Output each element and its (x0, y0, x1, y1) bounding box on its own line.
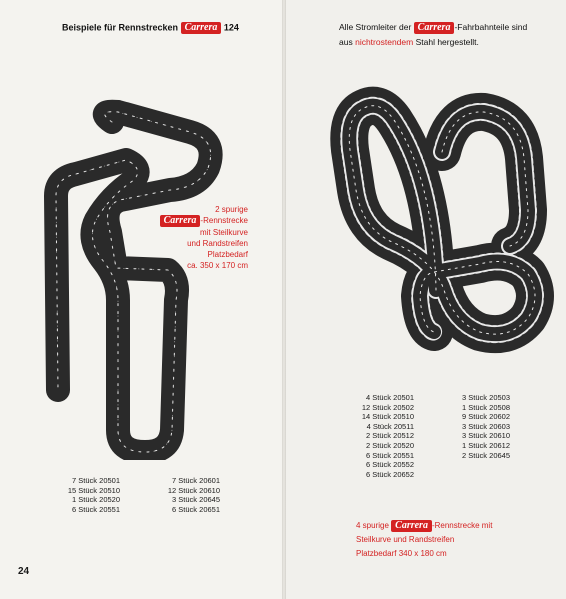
right-caption-line1 (356, 519, 492, 533)
caption-line4: und Randstreifen (187, 239, 248, 248)
parts-item: 6 Stück 20551 (366, 450, 414, 460)
page-number: 24 (18, 566, 30, 577)
catalog-number: 124 (223, 22, 239, 33)
parts-item: 1 Stück 20520 (72, 495, 120, 505)
parts-item: 6 Stück 20652 (366, 469, 414, 479)
parts-item: 3 Stück 20645 (172, 495, 220, 505)
caption-logo-line (160, 215, 248, 227)
parts-item: 7 Stück 20501 (72, 476, 120, 485)
parts-item: 6 Stück 20552 (366, 460, 414, 470)
parts-item: 6 Stück 20551 (72, 504, 120, 514)
right-parts-list-1 (344, 393, 414, 479)
caption-track-word: -Rennstrecke mit (431, 521, 493, 530)
parts-item: 7 Stück 20601 (172, 476, 220, 485)
left-heading-text: Beispiele für Rennstrecken (62, 22, 179, 33)
parts-item: 9 Stück 20602 (462, 412, 510, 422)
right-caption (356, 519, 492, 561)
parts-item: 3 Stück 20603 (462, 421, 510, 431)
right-header (339, 20, 527, 50)
parts-item: 12 Stück 20610 (167, 485, 220, 495)
track-body (56, 112, 211, 452)
right-header-line2 (339, 35, 527, 50)
right-caption-line2: Steilkurve und Randstreifen (356, 535, 455, 544)
header-suffix: -Fahrbahnteile sind (454, 22, 528, 32)
left-caption (160, 204, 248, 271)
caption-line3: mit Steilkurve (199, 228, 248, 237)
carrera-logo: Carrera (181, 22, 222, 34)
parts-item: 4 Stück 20501 (366, 393, 414, 402)
parts-item: 4 Stück 20511 (366, 421, 414, 431)
parts-item: 3 Stück 20503 (462, 393, 510, 402)
header-line2-prefix: aus (339, 37, 353, 47)
caption-line5: Platzbedarf (207, 250, 248, 259)
parts-item: 12 Stück 20502 (361, 402, 414, 412)
right-header-line1 (339, 20, 527, 35)
caption-logo: Carrera (160, 215, 201, 227)
parts-item: 2 Stück 20520 (366, 440, 414, 450)
header-stainless: nichtrostendem (355, 37, 414, 47)
left-parts-list-1 (50, 476, 120, 514)
right-caption-logo: Carrera (391, 520, 432, 532)
header-line2-suffix: Stahl hergestellt. (415, 37, 479, 47)
parts-item: 1 Stück 20508 (462, 402, 510, 412)
parts-item: 2 Stück 20645 (462, 450, 510, 460)
parts-item: 1 Stück 20612 (462, 440, 510, 450)
right-parts-list-2 (440, 393, 510, 460)
caption-dimensions: ca. 350 x 170 cm (187, 261, 248, 270)
right-caption-dimensions: Platzbedarf 340 x 180 cm (356, 549, 447, 558)
left-parts-list-2 (150, 476, 220, 514)
parts-item: 14 Stück 20510 (361, 412, 414, 422)
parts-item: 15 Stück 20510 (67, 485, 120, 495)
parts-item: 2 Stück 20512 (366, 431, 414, 441)
header-prefix: Alle Stromleiter der (339, 22, 412, 32)
caption-track-word: -Rennstrecke (200, 216, 248, 226)
right-header-logo: Carrera (414, 22, 455, 34)
caption-lanes: 4 spurige (356, 521, 389, 530)
caption-lanes: 2 spurige (215, 205, 248, 214)
parts-item: 3 Stück 20610 (462, 431, 510, 441)
parts-item: 6 Stück 20651 (172, 504, 220, 514)
four-lane-track-diagram (284, 60, 566, 360)
